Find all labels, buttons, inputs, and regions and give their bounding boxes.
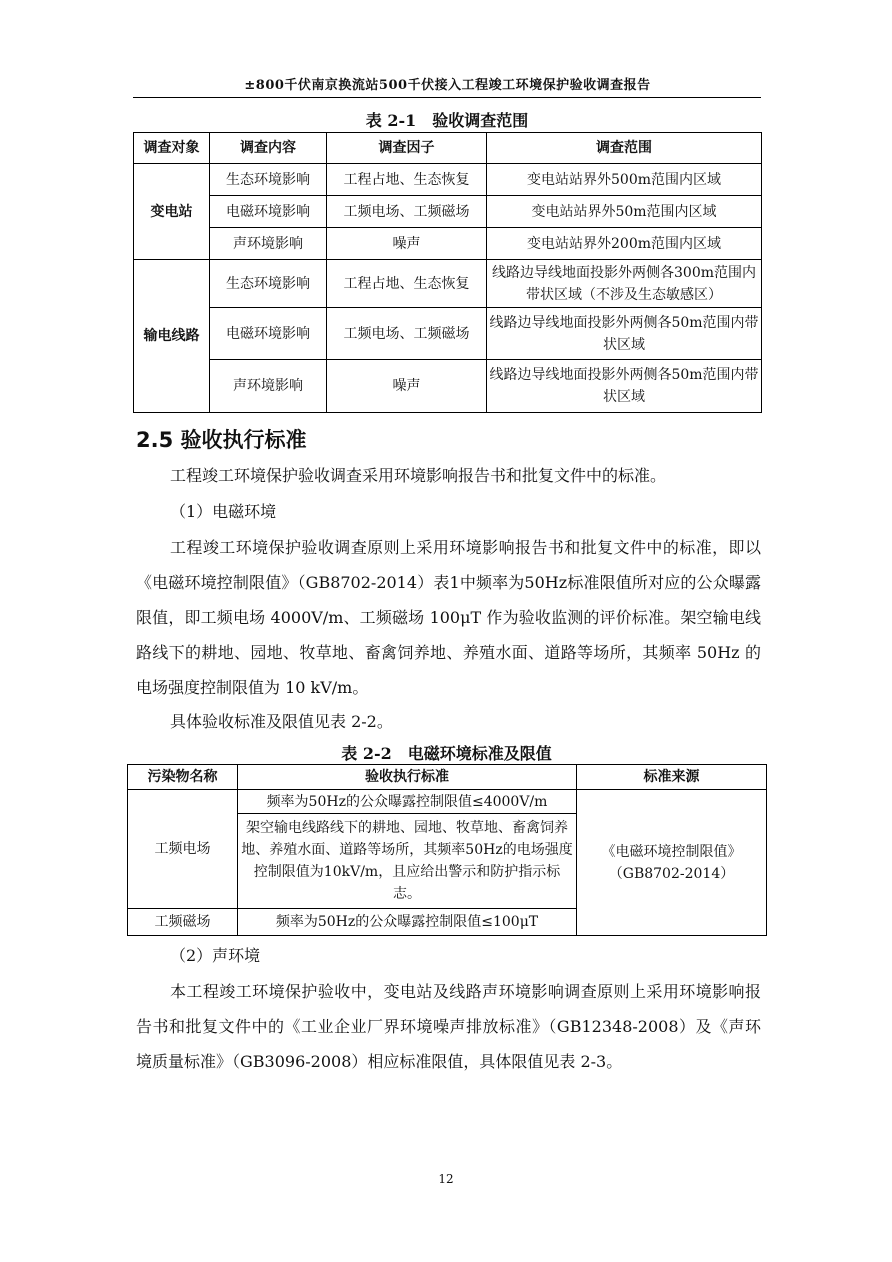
table1-header-object: 调查对象 [134, 133, 210, 164]
paragraph-intro: 工程竣工环境保护验收调查采用环境影响报告书和批复文件中的标准。 [170, 466, 667, 485]
table1-cell: 线路边导线地面投影外两侧各50m范围内带状区域 [487, 360, 762, 413]
table1-cell: 变电站站界外200m范围内区域 [487, 228, 762, 260]
table1-object-cell: 输电线路 [134, 260, 210, 413]
header-rule [133, 97, 761, 98]
table1-cell: 声环境影响 [210, 228, 327, 260]
table1-cell: 线路边导线地面投影外两侧各50m范围内带状区域 [487, 308, 762, 360]
table2 [127, 764, 767, 936]
subheading-electromagnetic: （1）电磁环境 [170, 502, 277, 521]
table1-cell: 工频电场、工频磁场 [327, 196, 487, 228]
paragraph-electromagnetic: 工程竣工环境保护验收调查原则上采用环境影响报告书和批复文件中的标准，即以《电磁环境控制限值》（GB8702-2014）表1中频率为50Hz标准限值所对应的公众曝露限值，即工频电场 4000V/m、工频磁场 100μT 作为验收监测的评价标准。架空输电线路线下的耕地、园地、牧草地、畜禽饲养地、养殖水面、道路等场所，其频率 50Hz 的电场强度控制限值为 10 kV/m。 [136, 538, 761, 697]
table1-cell: 变电站站界外500m范围内区域 [487, 164, 762, 196]
table2-standard-cell: 架空输电线路线下的耕地、园地、牧草地、畜禽饲养地、养殖水面、道路等场所，其频率50Hz的电场强度控制限值为10kV/m，且应给出警示和防护指示标志。 [238, 814, 577, 909]
table1-cell: 电磁环境影响 [210, 308, 327, 360]
subheading-acoustic: （2）声环境 [170, 946, 261, 965]
table2-caption: 表 2-2 电磁环境标准及限值 [341, 744, 552, 763]
table1-cell: 工程占地、生态恢复 [327, 164, 487, 196]
table2-pollutant-cell: 工频电场 [128, 790, 238, 909]
table2-standard-cell: 频率为50Hz的公众曝露控制限值≤4000V/m [238, 790, 577, 814]
table2-header-pollutant: 污染物名称 [128, 765, 238, 790]
paragraph-table-ref: 具体验收标准及限值见表 2-2。 [170, 712, 393, 731]
table1-cell: 噪声 [327, 228, 487, 260]
table1-object-cell: 变电站 [134, 164, 210, 260]
table1-cell: 工频电场、工频磁场 [327, 308, 487, 360]
table1-cell: 变电站站界外50m范围内区域 [487, 196, 762, 228]
page-header: ±800千伏南京换流站500千伏接入工程竣工环境保护验收调查报告 [244, 78, 651, 93]
table2-header-standard: 验收执行标准 [238, 765, 577, 790]
table2-source-cell: 《电磁环境控制限值》（GB8702-2014） [577, 790, 767, 936]
table1-cell: 噪声 [327, 360, 487, 413]
table1-cell: 生态环境影响 [210, 260, 327, 308]
table1-cell: 电磁环境影响 [210, 196, 327, 228]
page-number: 12 [438, 1172, 454, 1186]
table1 [133, 132, 762, 413]
table1-cell: 工程占地、生态恢复 [327, 260, 487, 308]
table2-standard-cell: 频率为50Hz的公众曝露控制限值≤100μT [238, 909, 577, 936]
table2-header-source: 标准来源 [577, 765, 767, 790]
section-heading: 2.5 验收执行标准 [136, 428, 307, 452]
paragraph-acoustic: 本工程竣工环境保护验收中，变电站及线路声环境影响调查原则上采用环境影响报告书和批复文件中的《工业企业厂界环境噪声排放标准》（GB12348-2008）及《声环境质量标准》（GB3096-2008）相应标准限值，具体限值见表 2-3。 [136, 982, 761, 1071]
table1-header-factor: 调查因子 [327, 133, 487, 164]
table1-header-content: 调查内容 [210, 133, 327, 164]
table1-caption: 表 2-1 验收调查范围 [365, 111, 529, 130]
table2-pollutant-cell: 工频磁场 [128, 909, 238, 936]
table1-cell: 线路边导线地面投影外两侧各300m范围内带状区域（不涉及生态敏感区） [487, 260, 762, 308]
table1-cell: 声环境影响 [210, 360, 327, 413]
table1-cell: 生态环境影响 [210, 164, 327, 196]
table1-header-range: 调查范围 [487, 133, 762, 164]
